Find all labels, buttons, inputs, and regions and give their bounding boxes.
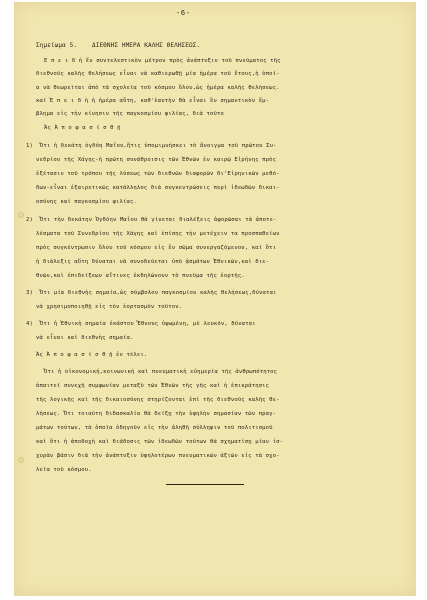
body-line: δων-εἶναι ἐξαιρετικῶς κατάλληλος διὰ συγκεντρώσεις περὶ ἰδεωδῶν δικαι- — [36, 185, 280, 191]
punch-hole — [18, 457, 24, 463]
body-line: 1) Ὅτι ἡ δεκάτη ὀγδόη Μαΐου,ἥτις ὑπομιμνήσκει τὸ ἄνοιγμα τοῦ πρώτου Συ- — [26, 143, 277, 149]
body-line: οσύνης καὶ παγκοσμίου φιλίας. — [36, 199, 137, 205]
body-line: ἐξέτασιν τοῦ τρόπου τῆς λύσεως τῶν διεθνῶν διαφορῶν δι'Εἰρηνικῶν μεθό- — [36, 171, 280, 177]
page-number: -6- — [176, 9, 191, 17]
body-line: βλημα εἰς τὴν κίνησιν τῆς παγκοσμίου φιλίας, διὰ τοῦτο — [36, 111, 224, 117]
resolution-heading: Ἀς Ἀ π ο φ α σ ί σ θ ῇ — [44, 125, 121, 131]
body-line: ἀπαιτεῖ συνεχῆ συμφωνίαν μεταξὺ τῶν Ἐθνῶν τῆς γῆς καὶ ἡ ἐπικράτησις — [36, 383, 270, 389]
body-line: α νὰ θεωρεῖται ἀπὸ τὰ σχολεῖα τοῦ κόσμου ὅλου,ὡς ἡμέρα καλῆς θελήσεως. — [36, 85, 280, 91]
body-line: νὰ χρησιμοποιηθῇ εἰς τὸν ἑορτασμὸν τοῦτον. — [36, 304, 183, 310]
body-line: λεῖα τοῦ κόσμου. — [36, 467, 92, 473]
body-line: πρὸς συγκέντρωσιν ὅλου τοῦ κόσμου εἰς ἓν σῶμα συνεργαζόμενον, καὶ ὅτι — [36, 245, 277, 251]
body-line: Ὅτι ἡ οἰκονομική,κοινωνικὴ καὶ πνευματικὴ εὐημερία τῆς ἀνθρωπότητος — [44, 369, 278, 375]
body-line: 4) Ὅτι ἡ Ἐθνικὴ σημαία ἑκάστου Ἔθνους ὑψωμένη, μὲ λευκόν, δύναται — [26, 321, 256, 327]
body-line: λέσματα τοῦ Συνεδρίου τῆς Χάγης καὶ ἐπίσης τὴν μετέχειν τα προσπαθείων — [36, 231, 280, 237]
body-line: νὰ εἶναι καὶ διεθνὴς σημαία. — [36, 335, 134, 341]
body-line: 2) Ὅτι τὴν δεκάτην Ὀγδόην Μαΐου θὰ γίνεται διαλέξεις ἀφορῶσαι τὰ ἀποτε- — [26, 217, 277, 223]
body-line: καὶ ὅτι ἡ ἀποδοχὴ καὶ διάδοσις τῶν ἰδεωδῶν τούτων θὰ σχηματίσῃ μίαν ἰσ- — [36, 439, 284, 445]
document-heading: Σημείωμα 5. ΔΙΕΘΝΗΣ ΗΜΕΡΑ ΚΑΛΗΣ ΘΕΛΗΣΕΩΣ. — [36, 42, 201, 49]
body-line: τῆς λογικῆς καὶ τῆς δικαιοσύνης στηρίζονται ἐπὶ τῆς διεθνοῦς καλῆς θε- — [36, 397, 280, 403]
body-line: θνῶν,καὶ ἐπιδείξεων αἵτινες ἐκδηλώνουν τὸ πνεῦμα τῆς ἑορτῆς. — [36, 273, 245, 279]
resolution-heading: Ἀς Ἀ π ο φ α σ ί σ θ ῇ ἐν τέλει. — [36, 352, 148, 358]
document-page — [14, 2, 416, 596]
body-line: ἡ διάλεξις αὕτη δύναται νὰ συνοδεύεται ὑπὸ ᾀσμάτων Ἐθνικῶν,καὶ διε- — [36, 259, 270, 265]
body-line: καί Ἐ π ε ι δ ὴ ἡ ἡμέρα αὕτη, καθ'ἑαυτὴν θὰ εἶναι ἓν σημαντικὸν ἔμ- — [36, 98, 270, 104]
body-line: λήσεως. Ὅτι τοιαύτη διδασκαλία θὰ δείξῃ τὴν ὑψηλὴν σημασίαν τῶν πραγ- — [36, 411, 277, 417]
body-line: νεδρίου τῆς Χάγης-ἡ πρώτη συνάθροισις τῶν Ἐθνῶν ἐν καιρῷ Εἰρήνης πρὸς — [36, 157, 277, 163]
body-line: διεθνοῦς καλῆς θελήσεως εἶναι νὰ καθιερωθῇ μία ἡμέρα τοῦ ἔτους,ἡ ὁποί- — [36, 71, 280, 77]
body-line: χυρὰν βάσιν διὰ τὴν ἀνάπτυξιν ὑψηλοτέρων πνευματικῶν ἀξιῶν εἰς τὰ σχο- — [36, 453, 280, 459]
body-line: Ε π ε ι δ ή ἕν συντελεστικὸν μέτρον πρὸς ἀνάπτυξιν τοῦ πνεύματος τῆς — [44, 58, 281, 64]
body-line: 3) Ὅτι μία διεθνὴς σημαία,ὡς σύμβολον παγκοσμίου καλῆς θελήσεως,δύναται — [26, 290, 277, 296]
punch-hole — [18, 212, 24, 218]
closing-rule — [166, 484, 244, 485]
body-line: μάτων τούτων, τὰ ὁποῖα ὁδηγοῦν εἰς τὴν ἀληθῆ σύλληψιν τοῦ πολιτισμοῦ — [36, 425, 273, 431]
